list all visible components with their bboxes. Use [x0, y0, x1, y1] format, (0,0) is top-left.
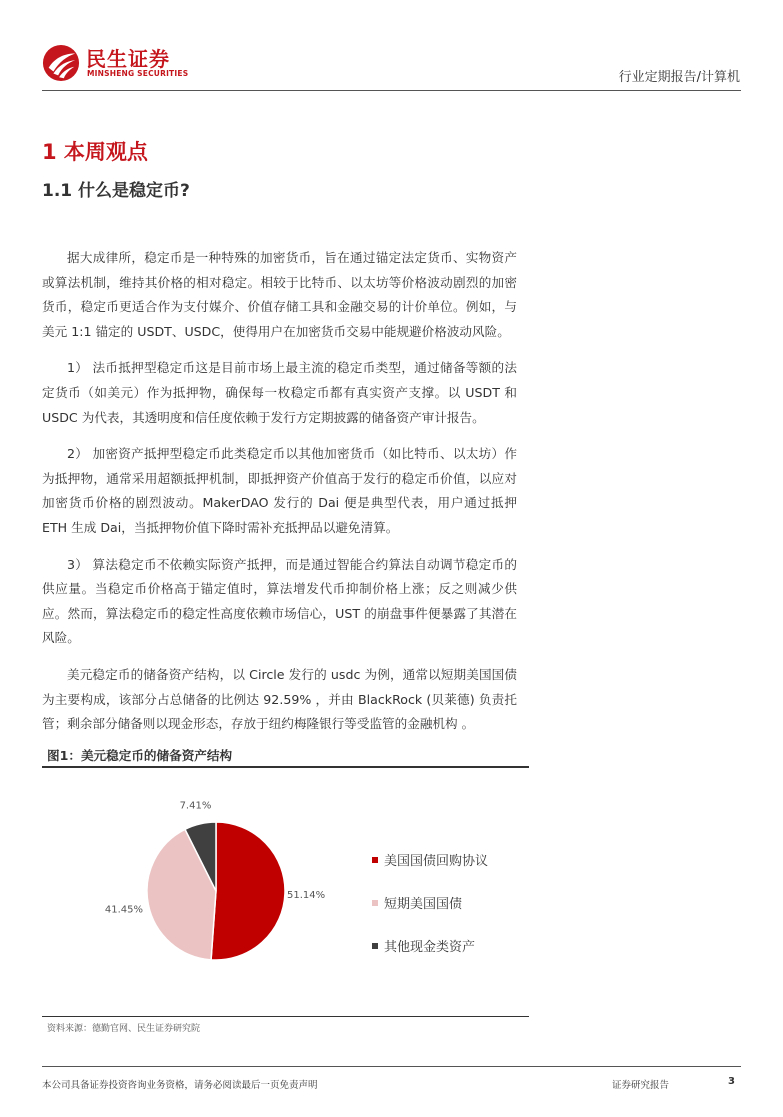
header-divider — [42, 90, 741, 91]
figure-bottom-rule — [42, 1016, 529, 1017]
pie-slice-label-1: 51.14% — [287, 890, 326, 902]
chart-legend — [372, 838, 522, 967]
legend-swatch-icon — [372, 943, 378, 949]
pie-slice-label-2: 41.45% — [104, 904, 143, 916]
section-heading: 1 本周观点 — [42, 140, 148, 164]
figure-source: 资料来源：德勤官网、民生证券研究院 — [47, 1024, 201, 1034]
report-category: 行业定期报告/计算机 — [618, 70, 740, 85]
figure-title: 图1：美元稳定币的储备资产结构 — [47, 748, 233, 763]
reserve-pie-chart — [100, 800, 360, 1000]
pie-slice-1 — [211, 822, 285, 960]
figure-top-rule — [42, 766, 529, 768]
legend-item-3 — [372, 924, 522, 967]
logo-chinese-name: 民生证券 — [86, 47, 170, 71]
legend-item-1 — [372, 838, 522, 881]
legend-label: 其他现金类资产 — [384, 940, 476, 955]
legend-swatch-icon — [372, 857, 378, 863]
footer-disclaimer: 本公司具备证券投资咨询业务资格，请务必阅读最后一页免责声明 — [42, 1080, 318, 1091]
logo-english-name: MINSHENG SECURITIES — [87, 69, 189, 78]
paragraph-fiat-collateral: 1） 法币抵押型稳定币这是目前市场上最主流的稳定币类型，通过储备等额的法定货币（如美元）作为抵押物，确保每一枚稳定币都有真实资产支撑。以 USDT 和 USDC 为代表，其透明度和信任度依赖于发行方定期披露的储备资产审计报告。 — [42, 360, 517, 425]
subsection-heading: 1.1 什么是稳定币? — [42, 181, 190, 201]
paragraph-intro: 据大成律所，稳定币是一种特殊的加密货币，旨在通过锚定法定货币、实物资产或算法机制，维持其价格的相对稳定。相较于比特币、以太坊等价格波动剧烈的加密货币，稳定币更适合作为支付媒介、价值存储工具和金融交易的计价单位。例如，与美元 1:1 锚定的 USDT、USDC，使得用户在加密货币交易中能规避价格波动风险。 — [42, 250, 517, 339]
footer-divider — [42, 1066, 741, 1067]
legend-item-2 — [372, 881, 522, 924]
body-text — [42, 246, 517, 749]
footer-doc-type: 证券研究报告 — [612, 1080, 670, 1091]
paragraph-crypto-collateral: 2） 加密资产抵押型稳定币此类稳定币以其他加密货币（如比特币、以太坊）作为抵押物，通常采用超额抵押机制，即抵押资产价值高于发行的稳定币价值，以应对加密货币价格的剧烈波动。MakerDAO 发行的 Dai 便是典型代表，用户通过抵押 ETH 生成 Dai，当抵押物价值下降时需补充抵押品以避免清算。 — [42, 446, 517, 535]
legend-label: 短期美国国债 — [384, 897, 463, 912]
pie-slice-label-3: 7.41% — [179, 800, 212, 812]
paragraph-algorithmic: 3） 算法稳定币不依赖实际资产抵押，而是通过智能合约算法自动调节稳定币的供应量。当稳定币价格高于锚定值时，算法增发代币抑制价格上涨；反之则减少供应。然而，算法稳定币的稳定性高度依赖市场信心，UST 的崩盘事件便暴露了其潜在风险。 — [42, 556, 517, 646]
page-number: 3 — [728, 1076, 735, 1087]
legend-swatch-icon — [372, 900, 378, 906]
legend-label: 美国国债回购协议 — [384, 854, 489, 869]
minsheng-logo-icon — [42, 44, 80, 82]
paragraph-reserve-structure: 美元稳定币的储备资产结构，以 Circle 发行的 usdc 为例，通常以短期美国国债为主要构成，该部分占总储备的比例达 92.59% ，并由 BlackRock (贝莱德) 负责托管；剩余部分储备则以现金形态，存放于纽约梅隆银行等受监管的金融机构 。 — [42, 666, 517, 732]
